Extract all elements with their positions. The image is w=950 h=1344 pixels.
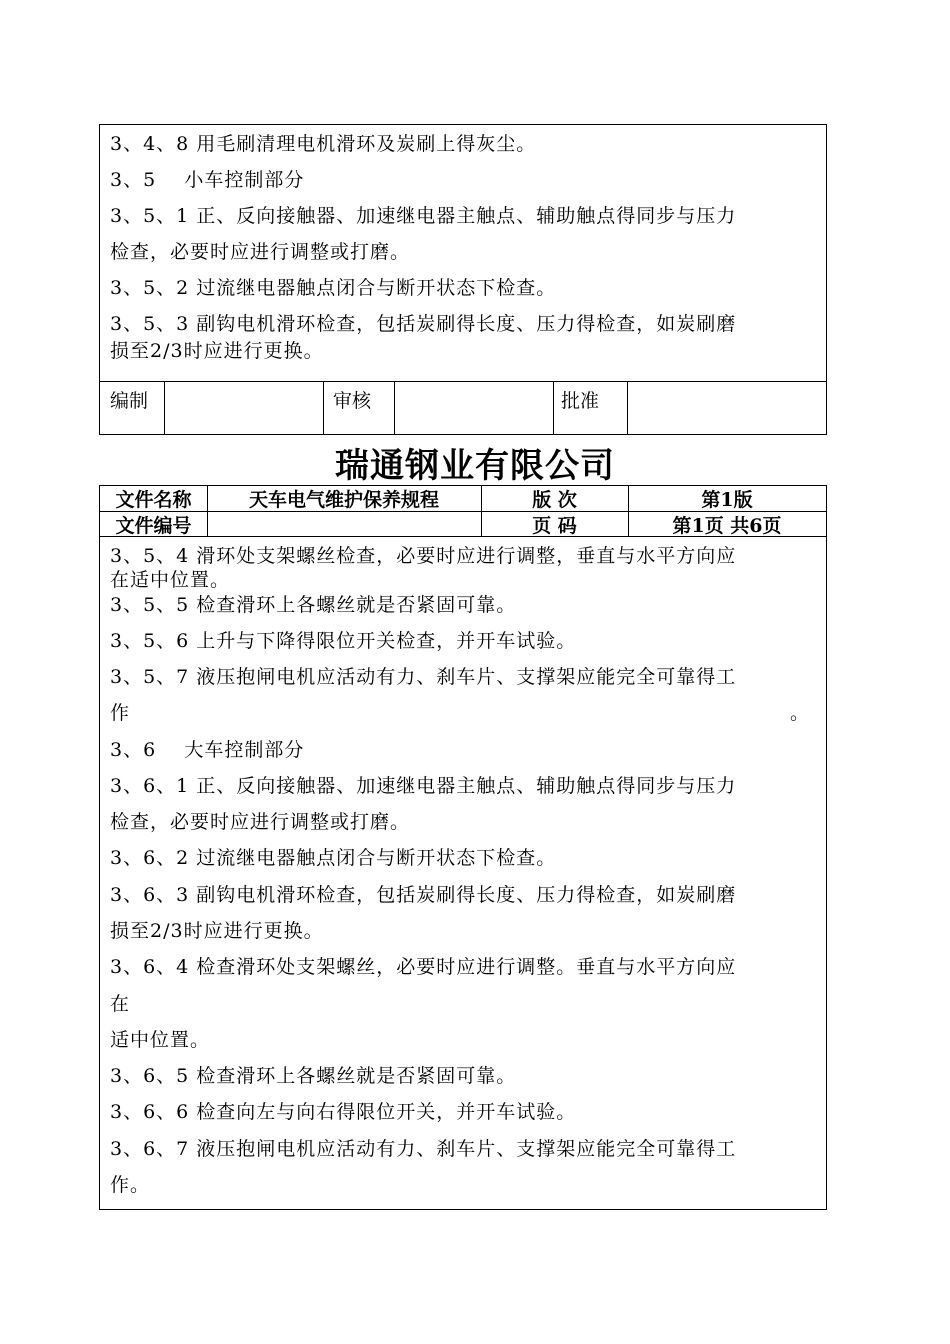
page1-line: 3、5、2 过流继电器触点闭合与断开状态下检查。 (110, 277, 557, 299)
version-value: 第1版 (701, 489, 753, 511)
page2-trailing-period: 。 (790, 702, 811, 724)
version-label: 版 次 (481, 486, 629, 511)
page-value: 第1页 共6页 (672, 515, 782, 537)
header-row-1 (100, 486, 826, 512)
page1-content-box (99, 124, 827, 382)
page2-line: 3、6、6 检查向左与向右得限位开关，并开车试验。 (110, 1101, 577, 1123)
review-value-cell (394, 382, 554, 434)
page2-line: 在 (110, 993, 131, 1015)
page1-line: 损至2/3时应进行更换。 (110, 340, 324, 362)
approve-label-cell (553, 382, 628, 434)
page2-line: 3、6、5 检查滑环上各螺丝就是否紧固可靠。 (110, 1065, 517, 1087)
document-header-table (99, 485, 827, 537)
page2-line: 3、6、3 副钩电机滑环检查，包括炭刷得长度、压力得检查，如炭刷磨 (110, 884, 737, 906)
page2-line: 检查，必要时应进行调整或打磨。 (110, 811, 411, 833)
page2-line: 作 (110, 702, 131, 724)
approve-label: 批准 (561, 390, 600, 412)
page2-line: 作。 (110, 1174, 151, 1196)
page1-line: 检查，必要时应进行调整或打磨。 (110, 241, 411, 263)
review-label: 审核 (333, 390, 372, 412)
page-label: 页 码 (481, 512, 629, 537)
page2-line: 3、6、2 过流继电器触点闭合与断开状态下检查。 (110, 847, 557, 869)
header-row-2 (100, 512, 826, 537)
page2-line: 3、6、7 液压抱闸电机应活动有力、刹车片、支撑架应能完全可靠得工 (110, 1138, 737, 1160)
page2-line: 3、5、6 上升与下降得限位开关检查，并开车试验。 (110, 630, 577, 652)
page1-line: 3、5、3 副钩电机滑环检查，包括炭刷得长度、压力得检查，如炭刷磨 (110, 313, 737, 335)
page2-line: 3、6、1 正、反向接触器、加速继电器主触点、辅助触点得同步与压力 (110, 775, 737, 797)
compile-label-cell (100, 382, 165, 434)
page2-line: 在适中位置。 (110, 569, 231, 591)
file-no-value (207, 512, 482, 537)
file-name-label: 文件名称 (100, 486, 208, 511)
file-no-label: 文件编号 (100, 512, 208, 537)
page1-line: 3、5 小车控制部分 (110, 169, 305, 191)
page2-line: 损至2/3时应进行更换。 (110, 920, 324, 942)
page2-content-box (99, 536, 827, 1210)
review-label-cell (323, 382, 395, 434)
file-name-value: 天车电气维护保养规程 (207, 486, 482, 511)
company-title: 瑞通钢业有限公司 (335, 446, 615, 486)
page2-line: 3、6 大车控制部分 (110, 739, 305, 761)
page2-line: 适中位置。 (110, 1029, 211, 1051)
compile-value-cell (164, 382, 324, 434)
compile-label: 编制 (110, 390, 149, 412)
page2-line: 3、6、4 检查滑环处支架螺丝，必要时应进行调整。垂直与水平方向应 (110, 956, 737, 978)
page2-line: 3、5、4 滑环处支架螺丝检查，必要时应进行调整，垂直与水平方向应 (110, 545, 737, 567)
signature-row (99, 381, 827, 435)
page2-line: 3、5、7 液压抱闸电机应活动有力、刹车片、支撑架应能完全可靠得工 (110, 666, 737, 688)
page1-line: 3、4、8 用毛刷清理电机滑环及炭刷上得灰尘。 (110, 133, 537, 155)
page1-line: 3、5、1 正、反向接触器、加速继电器主触点、辅助触点得同步与压力 (110, 205, 737, 227)
page2-line: 3、5、5 检查滑环上各螺丝就是否紧固可靠。 (110, 594, 517, 616)
